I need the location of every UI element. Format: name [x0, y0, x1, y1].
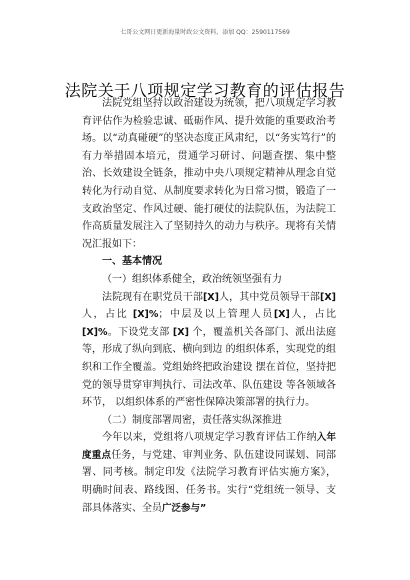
- intro-paragraph: 法院党组坚持以政治建设为统领，把八项规定学习教育评估作为检验忠诚、砥砺作风、提升效能的重要政治考场。以“动真碰硬”的坚决态度正风肃纪，以“务实笃行”的有力举措固本培元，贯通学习研讨、问题查摆、集中整治、长效建设全链条，推动中央八项规定精神从理念自觉转化为行动自觉、从制度要求转化为日常习惯，锻造了一支政治坚定、作风过硬、能打硬仗的法院队伍，为法院工作高质量发展注入了坚韧持久的动力与秩序。现将有关情况汇报如下：: [82, 98, 336, 250]
- document-title: 法院关于八项规定学习教育的评估报告: [64, 81, 346, 100]
- placeholder-value: [X]%: [132, 309, 159, 321]
- text-run: 个，覆盖机关各部门、派出法庭等，形成了纵向到底、横向到边 的组织体系，实现党的组织和工作全覆盖。党组始终把政治建设 摆在首位，坚持把党的领导贯穿审判执行、司法改革、队伍建设 等各领域各环节， 以组织体系的严密性保障决策部署的执行力。: [82, 326, 336, 409]
- text-run: 法院现有在职党员干部: [102, 291, 203, 303]
- subsection-heading-2: （二）制度部署周密，责任落实纵深推进: [102, 414, 282, 426]
- section-heading: 一、基本情况: [102, 256, 162, 268]
- subsection-heading-1: （一）组织体系健全，政治统领坚强有力: [102, 273, 282, 285]
- text-run: 今年以来，党组将八项规定学习教育评估工作纳: [102, 432, 317, 444]
- text-run: 任务，与党建、审判业务、队伍建设同谋划、同部署、同考核。制定印发《法院学习教育评估实施方案》，明确时间表、路线图、任务书。实行“党组统一领导、支部具体落实、全员: [82, 449, 336, 514]
- placeholder-value: [X]: [319, 291, 336, 303]
- placeholder-value: [X]: [273, 309, 290, 321]
- bold-phrase: 广泛参与”: [162, 502, 207, 514]
- bold-phrase: 入年度重点: [82, 432, 336, 461]
- placeholder-value: [X]: [202, 291, 219, 303]
- document-body: [82, 95, 336, 517]
- placeholder-value: [X]%: [82, 326, 108, 338]
- text-run: 。下设党支部: [107, 326, 173, 338]
- text-run: 人，占比: [82, 309, 133, 321]
- text-run: 人，占比: [289, 309, 337, 321]
- placeholder-value: [X]: [172, 326, 189, 338]
- subsection-1-paragraph: [82, 289, 336, 412]
- subsection-2-paragraph: [82, 429, 336, 517]
- text-run: 人，其中党员领导干部: [218, 291, 320, 303]
- header-note: 七哥公文网日更新海量时政公文资料，添加 QQ：2590117569: [120, 29, 290, 36]
- text-run: ；中层及以上管理人员: [158, 309, 274, 321]
